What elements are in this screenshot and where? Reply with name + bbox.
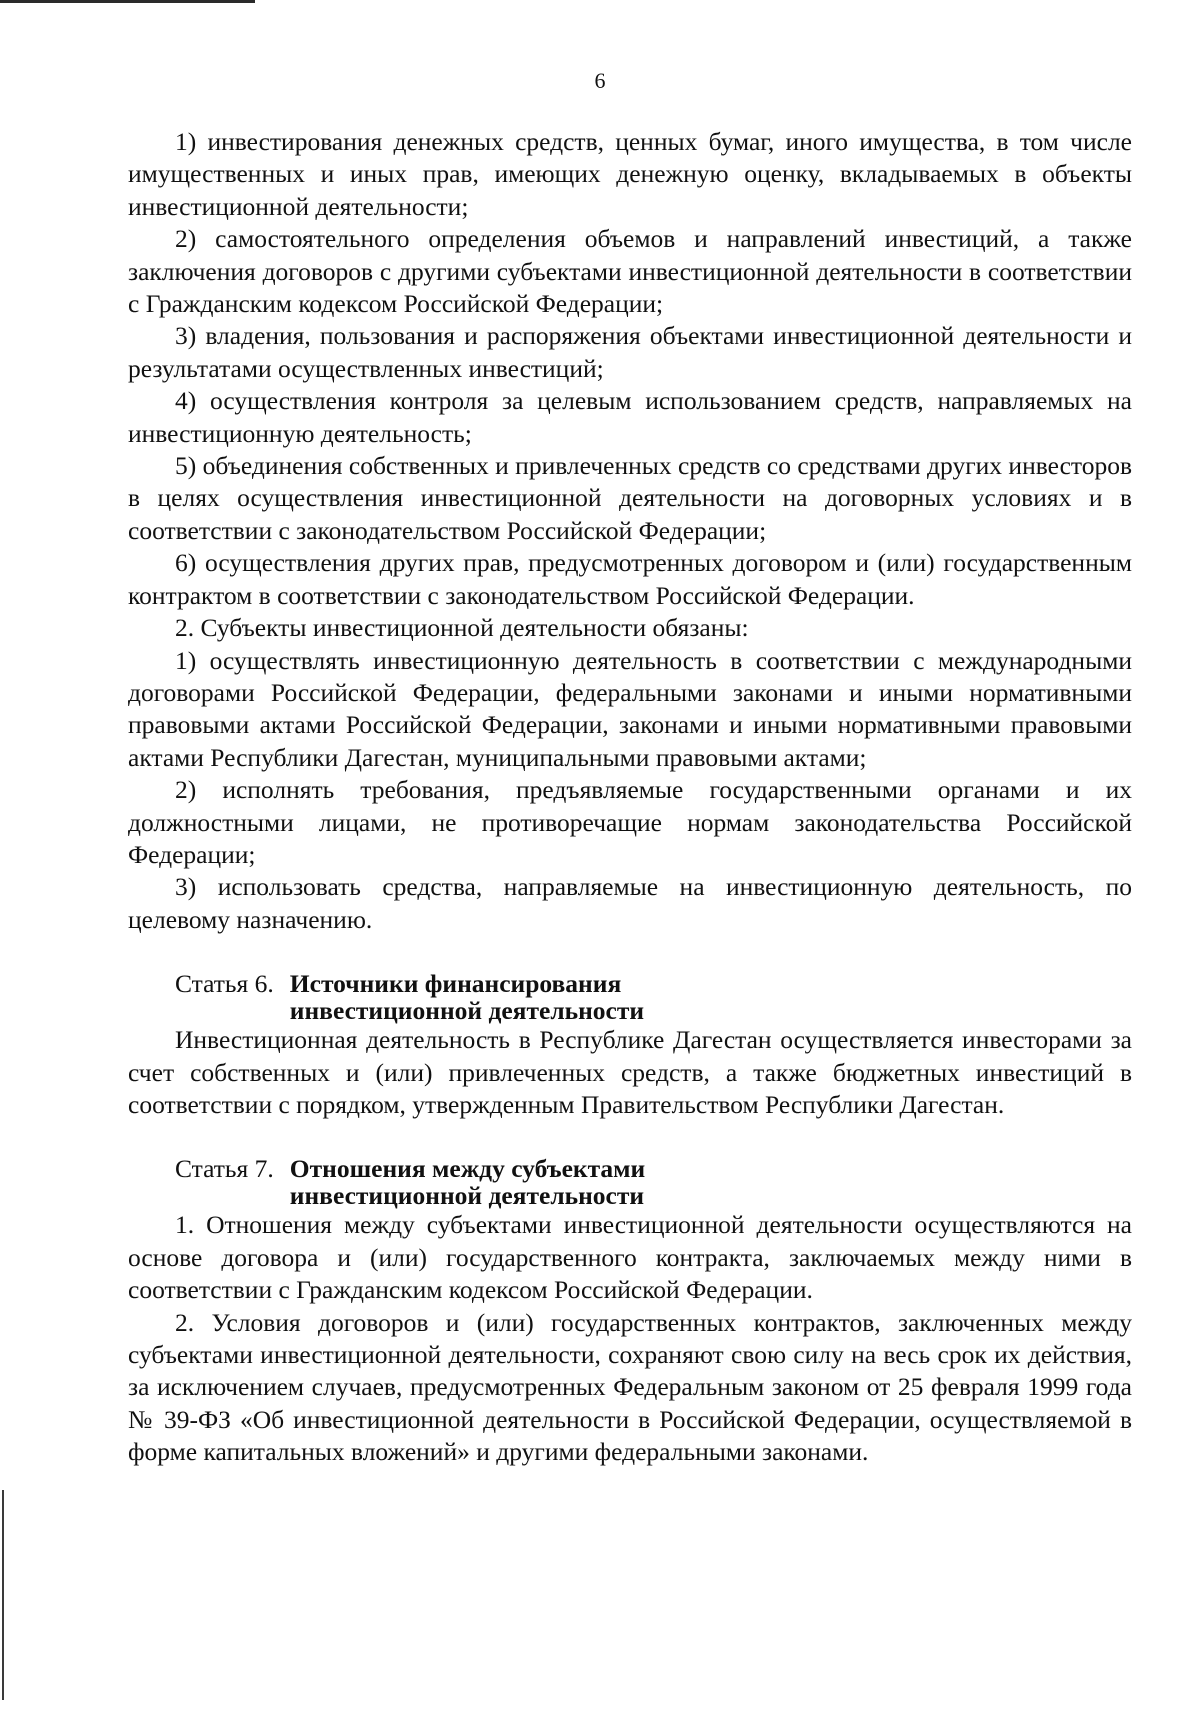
paragraph: 6) осуществления других прав, предусмотренных договором и (или) государственным контрактом в соответствии с законодательством Российской Федерации. xyxy=(128,548,1132,610)
article-6-heading xyxy=(175,970,1132,1024)
scan-edge-mark xyxy=(0,0,255,3)
article-7-heading xyxy=(175,1155,1132,1209)
article-title-line: инвестиционной деятельности xyxy=(289,996,645,1026)
article-title-line: Отношения между субъектами xyxy=(289,1154,646,1184)
page-number: 6 xyxy=(594,68,606,93)
article-title-line: инвестиционной деятельности xyxy=(289,1181,645,1211)
paragraph: Инвестиционная деятельность в Республике Дагестан осуществляется инвесторами за счет собственных и (или) привлеченных средств, а также бюджетных инвестиций в соответствии с порядком, утвержденным Правительством Республики Дагестан. xyxy=(128,1025,1132,1119)
paragraph: 3) владения, пользования и распоряжения объектами инвестиционной деятельности и результатами осуществленных инвестиций; xyxy=(128,321,1132,383)
article-label: Статья 6. xyxy=(175,969,274,999)
paragraph: 1) инвестирования денежных средств, ценных бумаг, иного имущества, в том числе имущественных и иных прав, имеющих денежную оценку, вкладываемых в объекты инвестиционной деятельности; xyxy=(128,127,1132,221)
scan-edge-mark xyxy=(2,1490,4,1700)
paragraph: 2. Условия договоров и (или) государственных контрактов, заключенных между субъектами инвестиционной деятельности, сохраняют свою силу на весь срок их действия, за исключением случаев, предусмотренных Федеральным законом от 25 февраля 1999 года № 39-ФЗ «Об инвестиционной деятельности в Российской Федерации, осуществляемой в форме капитальных вложений» и другими федеральными законами. xyxy=(128,1307,1132,1467)
article-title xyxy=(290,970,644,1024)
paragraph: 3) использовать средства, направляемые на инвестиционную деятельность, по целевому назначению. xyxy=(128,872,1132,934)
paragraph: 2) самостоятельного определения объемов и направлений инвестиций, а также заключения договоров с другими субъектами инвестиционной деятельности в соответствии с Гражданским кодексом Российской Федерации; xyxy=(128,224,1132,319)
article-title-line: Источники финансирования xyxy=(289,969,622,999)
paragraph: 1) осуществлять инвестиционную деятельность в соответствии с международными договорами Российской Федерации, федеральными законами и иными нормативными правовыми актами Российской Федерации, законами и иными нормативными правовыми актами Республики Дагестан, муниципальными правовыми актами; xyxy=(128,645,1132,772)
article-title xyxy=(290,1155,645,1209)
paragraph: 1. Отношения между субъектами инвестиционной деятельности осуществляются на основе договора и (или) государственного контракта, заключаемых между ними в соответствии с Гражданским кодексом Российской Федерации. xyxy=(128,1210,1132,1305)
paragraph: 2) исполнять требования, предъявляемые государственными органами и их должностными лицами, не противоречащие нормам законодательства Российской Федерации; xyxy=(128,775,1132,869)
paragraph: 2. Субъекты инвестиционной деятельности обязаны: xyxy=(175,613,749,643)
article-label: Статья 7. xyxy=(175,1154,274,1184)
document-body xyxy=(128,126,1132,1469)
paragraph: 5) объединения собственных и привлеченных средств со средствами других инвесторов в целях осуществления инвестиционной деятельности на договорных условиях и в соответствии с законодательством Российской Федерации; xyxy=(128,451,1132,545)
paragraph: 4) осуществления контроля за целевым использованием средств, направляемых на инвестиционную деятельность; xyxy=(128,386,1132,448)
